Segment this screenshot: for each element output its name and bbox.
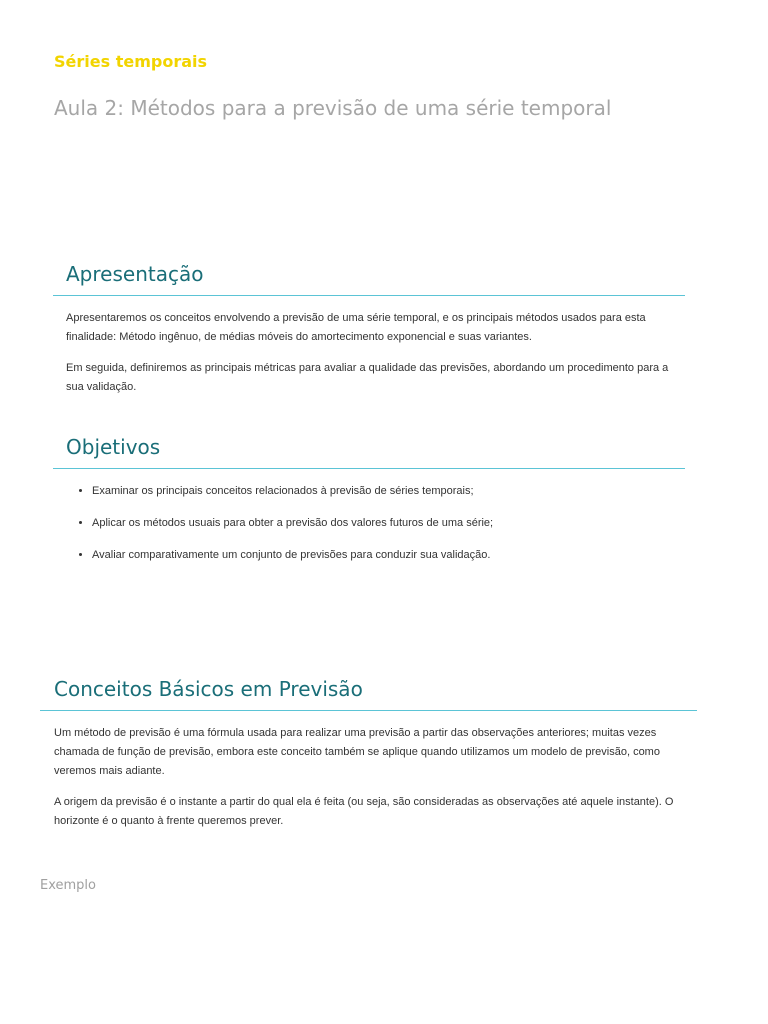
course-name: Séries temporais <box>54 52 208 71</box>
conceitos-paragraph-1: Um método de previsão é uma fórmula usada para realizar uma previsão a partir das observações anteriores; muitas vezes chamada de função de previsão, embora este conceito também se aplique quando utilizamos um modelo de previsão, como veremos mais adiante. <box>54 727 660 777</box>
example-label: Exemplo <box>40 878 96 893</box>
apresentacao-paragraph-1: Apresentaremos os conceitos envolvendo a previsão de uma série temporal, e os principais métodos usados para esta finalidade: Método ingênuo, de médias móveis do amortecimento exponencial e suas variantes. <box>66 312 646 343</box>
section-heading-objetivos: Objetivos <box>53 435 685 469</box>
objective-item: • Avaliar comparativamente um conjunto de previsões para conduzir sua validação. <box>92 546 682 565</box>
lesson-title: Aula 2: Métodos para a previsão de uma série temporal <box>54 96 612 120</box>
conceitos-paragraph-2: A origem da previsão é o instante a partir do qual ela é feita (ou seja, são consideradas as observações até aquele instante). O horizonte é o quanto à frente queremos prever. <box>54 796 674 827</box>
objectives-list <box>78 482 682 578</box>
section-heading-conceitos: Conceitos Básicos em Previsão <box>40 677 697 711</box>
objective-item: • Aplicar os métodos usuais para obter a previsão dos valores futuros de uma série; <box>92 514 682 533</box>
section-heading-apresentacao: Apresentação <box>53 262 685 296</box>
objective-item: • Examinar os principais conceitos relacionados à previsão de séries temporais; <box>92 482 682 501</box>
apresentacao-paragraph-2: Em seguida, definiremos as principais métricas para avaliar a qualidade das previsões, abordando um procedimento para a sua validação. <box>66 362 669 393</box>
